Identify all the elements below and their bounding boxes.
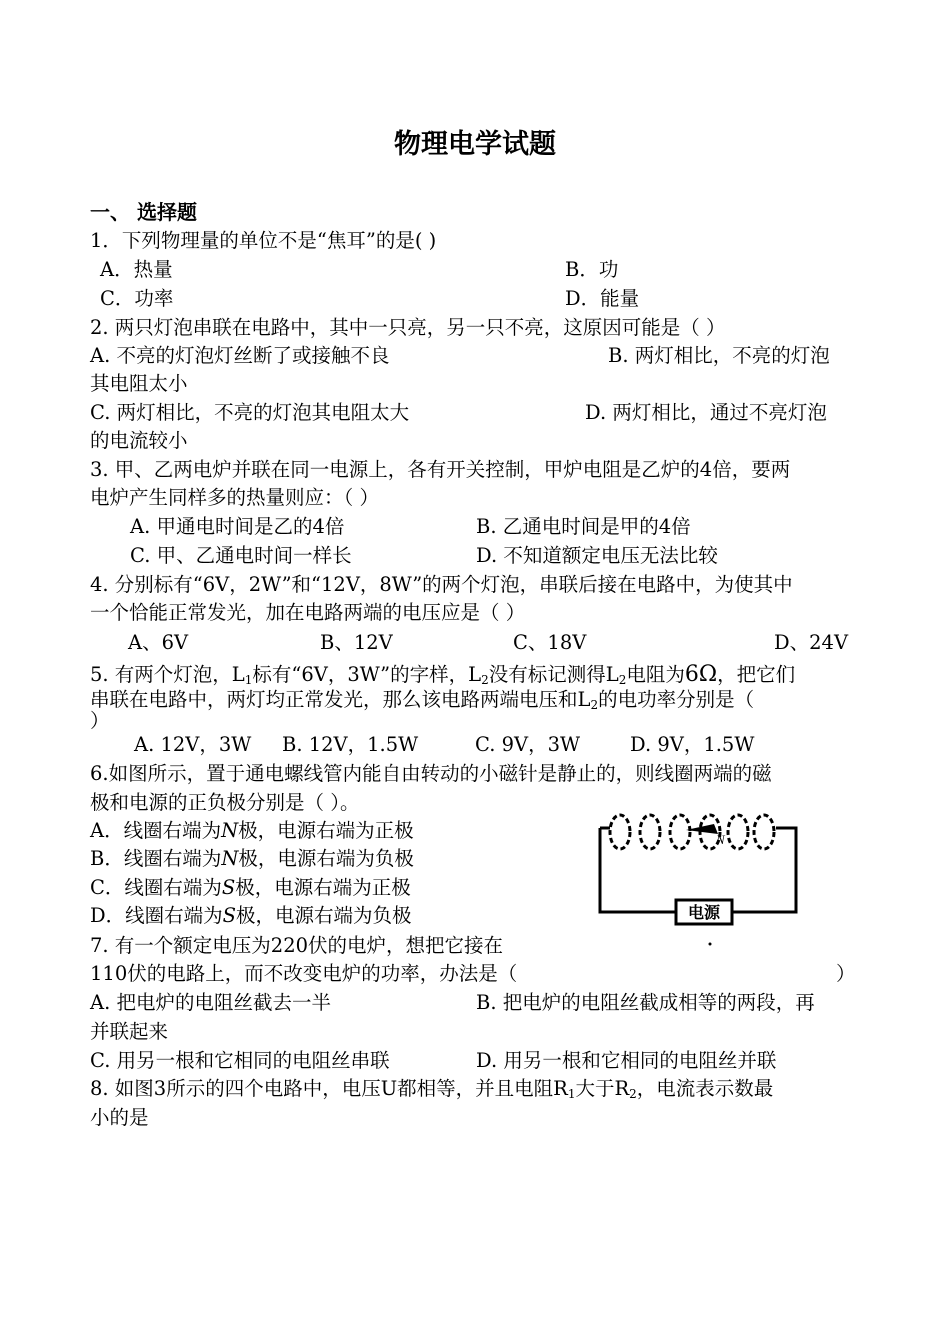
q6-text: B．线圈右端为: [90, 847, 222, 870]
question-4-option-a: A、6V: [128, 631, 189, 654]
question-3-option-a: A. 甲通电时间是乙的4倍: [130, 515, 345, 538]
question-7-option-d: D. 用另一根和它相同的电阻丝并联: [476, 1049, 777, 1072]
q5-text: ，把它们: [717, 663, 796, 686]
question-5-option-d: D. 9V，1.5W: [630, 733, 755, 756]
question-6-option-b: [90, 847, 414, 871]
question-7-option-b-cont: 并联起来: [90, 1020, 169, 1043]
q8-subscript: 2: [629, 1087, 637, 1101]
question-3-option-c: C. 甲、乙通电时间一样长: [130, 544, 352, 567]
q6-text: C．线圈右端为: [90, 876, 222, 899]
question-2-option-c: C. 两灯相比，不亮的灯泡其电阻太大: [90, 401, 410, 424]
coil-loop: [670, 815, 690, 849]
question-7-option-a: A. 把电炉的电阻丝截去一半: [90, 991, 331, 1014]
question-2-stem: 2. 两只灯泡串联在电路中，其中一只亮，另一只不亮，这原因可能是（ ）: [90, 316, 726, 339]
pole-letter: S: [222, 904, 236, 927]
question-3-option-d: D. 不知道额定电压无法比较: [476, 544, 718, 567]
question-5-stem-end: ）: [90, 709, 110, 732]
question-2-option-d-cont: 的电流较小: [90, 429, 188, 452]
q6-text: D．线圈右端为: [90, 904, 223, 927]
question-1-stem: 1．下列物理量的单位不是“焦耳”的是( ): [90, 229, 437, 252]
question-5-stem-cont: [90, 688, 754, 717]
q8-text: 大于R: [575, 1077, 630, 1100]
question-2-option-a: A. 不亮的灯泡灯丝断了或接触不良: [90, 344, 390, 367]
question-7-option-b: B. 把电炉的电阻丝截成相等的两段，再: [476, 991, 815, 1014]
q5-subscript: 2: [481, 673, 489, 687]
question-7-stem-cont: 110伏的电路上，而不改变电炉的功率，办法是（: [90, 962, 518, 985]
pole-letter: N: [221, 819, 239, 842]
question-2-option-b: B. 两灯相比，不亮的灯泡: [608, 344, 830, 367]
q6-text: 极，电源右端为正极: [238, 819, 414, 842]
question-4-option-d: D、24V: [774, 631, 849, 654]
q5-text: 5. 有两个灯泡，L: [90, 663, 245, 686]
section-heading: 一、 选择题: [90, 200, 197, 224]
question-5-option-a: A. 12V，3W: [134, 733, 252, 756]
question-6-option-a: [90, 819, 414, 843]
question-4-stem-cont: 一个恰能正常发光，加在电路两端的电压应是（ ）: [90, 601, 526, 624]
question-2-option-b-cont: 其电阻太小: [90, 372, 188, 395]
q6-text: 极，电源右端为正极: [235, 876, 411, 899]
ohm-value: 6Ω: [684, 662, 718, 687]
question-1-option-c: C．功率: [100, 287, 174, 310]
q8-subscript: 1: [567, 1087, 576, 1101]
needle-label: N: [716, 832, 725, 847]
coil-loop: [640, 815, 660, 849]
q5-text: 的电功率分别是（: [598, 688, 755, 711]
question-7-option-c: C. 用另一根和它相同的电阻丝串联: [90, 1049, 390, 1072]
pole-letter: N: [221, 847, 239, 870]
q5-text: 串联在电路中，两灯均正常发光，那么该电路两端电压和L: [90, 688, 591, 711]
question-1-option-b: B．功: [565, 258, 619, 281]
question-4-option-c: C、18V: [513, 631, 587, 654]
circuit-wire: [732, 828, 796, 912]
question-3-option-b: B. 乙通电时间是甲的4倍: [476, 515, 691, 538]
q5-subscript: 2: [590, 698, 599, 712]
solenoid-circuit-figure: [582, 808, 808, 950]
q5-text: 标有“6V，3W”的字样，L: [252, 663, 482, 686]
question-3-stem: 3. 甲、乙两电炉并联在同一电源上，各有开关控制，甲炉电阻是乙炉的4倍，要两: [90, 458, 791, 481]
question-2-option-d: D. 两灯相比，通过不亮灯泡: [585, 401, 827, 424]
q5-subscript: 1: [244, 673, 253, 687]
pole-letter: S: [221, 876, 236, 899]
q5-text: 没有标记测得L: [488, 663, 619, 686]
coil-loop: [754, 815, 774, 849]
question-6-option-c: [90, 876, 411, 900]
question-1-option-d: D．能量: [565, 287, 640, 310]
coil-loop: [728, 815, 748, 849]
question-7-stem-close: ）: [836, 962, 856, 985]
question-3-stem-cont: 电炉产生同样多的热量则应：（ ）: [90, 486, 379, 509]
coil-loop: [610, 815, 630, 849]
q6-text: 极，电源右端为负极: [238, 847, 414, 870]
page-title: 物理电学试题: [394, 129, 556, 160]
question-8-stem: [90, 1077, 773, 1106]
q8-text: 8. 如图3所示的四个电路中，电压U都相等，并且电阻R: [90, 1077, 568, 1100]
question-8-stem-cont: 小的是: [90, 1106, 149, 1129]
question-4-stem: 4. 分别标有“6V，2W”和“12V，8W”的两个灯泡，串联后接在电路中，为使其中: [90, 573, 793, 596]
question-1-option-a: A．热量: [100, 258, 173, 281]
question-6-stem: 6.如图所示，置于通电螺线管内能自由转动的小磁针是静止的，则线圈两端的磁: [90, 762, 772, 785]
question-5-option-b: B. 12V，1.5W: [282, 733, 419, 756]
q8-text: ，电流表示数最: [636, 1077, 774, 1100]
q5-subscript: 2: [618, 673, 627, 687]
q6-text: A．线圈右端为: [90, 819, 222, 842]
question-6-option-d: [90, 904, 412, 928]
question-4-option-b: B、12V: [320, 631, 393, 654]
q6-text: 极，电源右端为负极: [236, 904, 412, 927]
question-7-stem: 7. 有一个额定电压为220伏的电炉，想把它接在: [90, 934, 504, 957]
question-5-option-c: C. 9V，3W: [475, 733, 581, 756]
question-6-stem-cont: 极和电源的正负极分别是（ ）。: [90, 791, 360, 814]
q5-text: 电阻为: [626, 663, 685, 686]
power-source-label: 电源: [687, 903, 721, 922]
